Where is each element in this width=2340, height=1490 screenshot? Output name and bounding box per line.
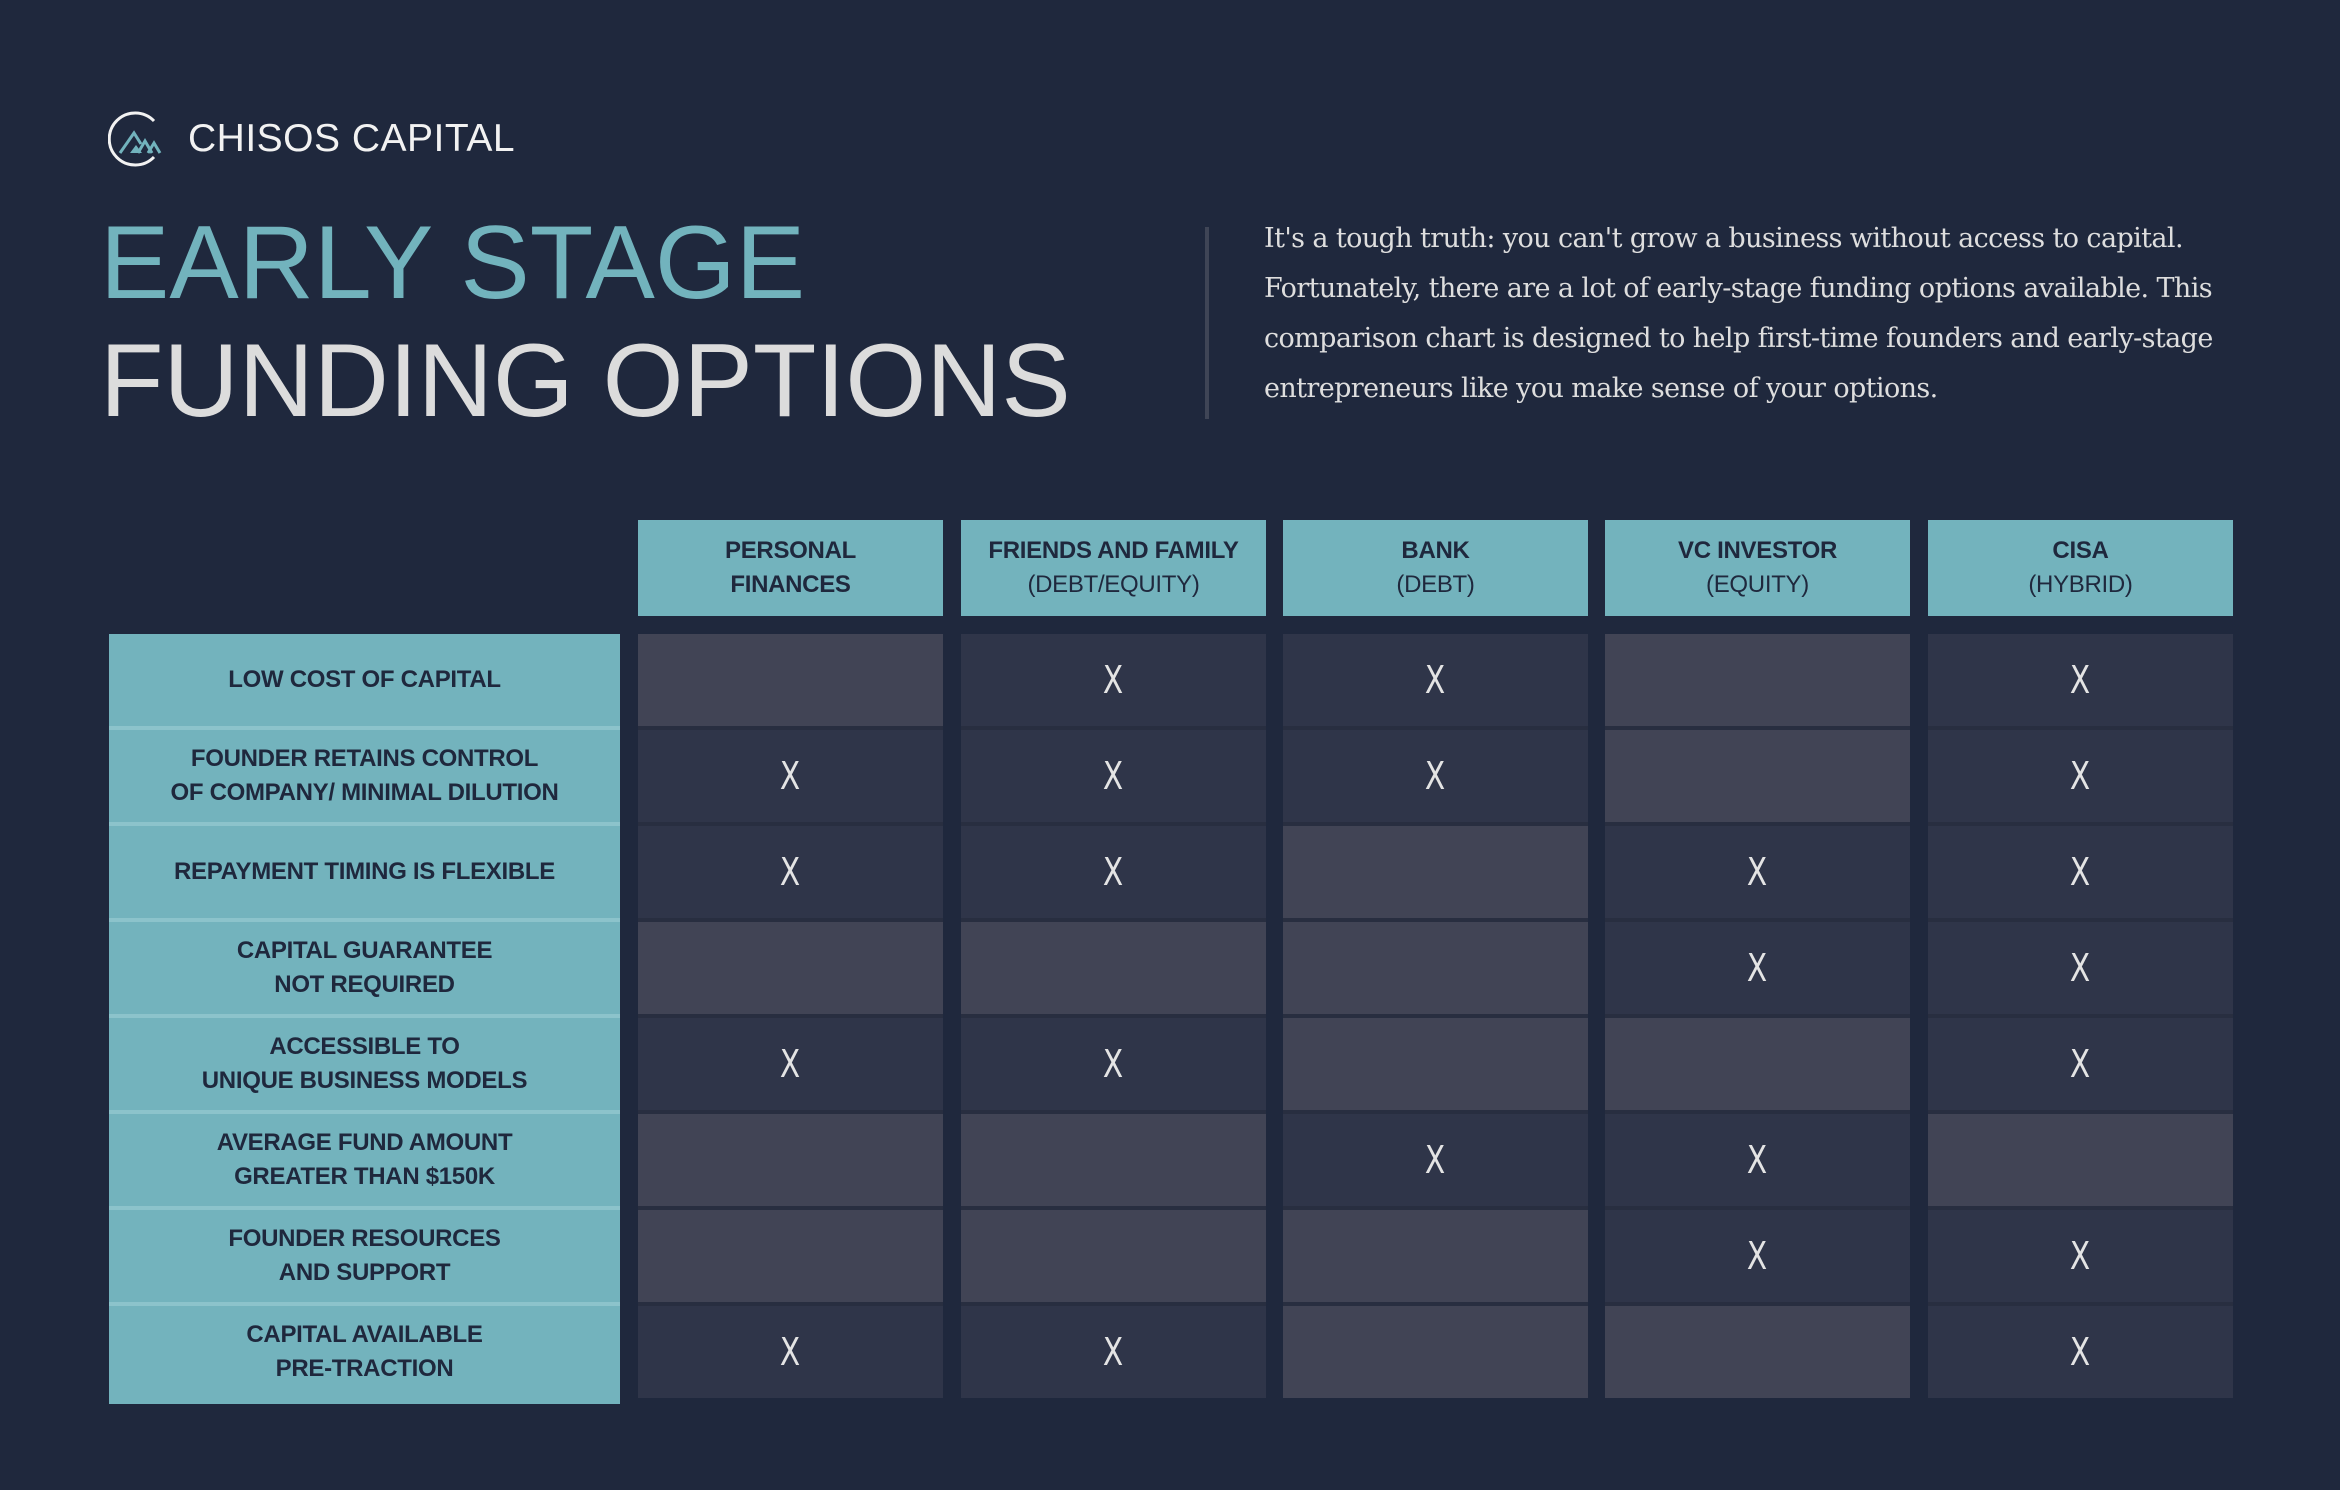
table-cell-empty [1283, 1018, 1588, 1110]
x-mark-icon: X [1103, 658, 1124, 702]
criteria-label-line-2: OF COMPANY/ MINIMAL DILUTION [170, 779, 559, 806]
x-mark-icon: X [1747, 946, 1768, 990]
criteria-label [109, 1210, 620, 1302]
table-cell-checked [1605, 922, 1910, 1014]
x-mark-icon: X [780, 754, 801, 798]
table-cell-empty [1928, 1114, 2233, 1206]
brand-logo [108, 108, 515, 170]
x-mark-icon: X [1747, 1234, 1768, 1278]
x-mark-icon: X [2070, 850, 2091, 894]
criteria-label-line-1: LOW COST OF CAPITAL [228, 666, 501, 693]
x-mark-icon: X [1425, 1138, 1446, 1182]
table-cell-checked [638, 1018, 943, 1110]
x-mark-icon: X [2070, 754, 2091, 798]
mountain-circle-logo-icon [108, 108, 168, 170]
table-cell-checked [961, 730, 1266, 822]
column-header-subtitle: (HYBRID) [2028, 571, 2133, 598]
x-mark-icon: X [1103, 850, 1124, 894]
column-header-title: PERSONAL [725, 537, 856, 564]
table-cell-checked [1928, 730, 2233, 822]
table-cell-checked [638, 1306, 943, 1398]
table-cell-empty [1605, 1306, 1910, 1398]
criteria-label-line-2: NOT REQUIRED [274, 971, 455, 998]
x-mark-icon: X [1103, 1330, 1124, 1374]
x-mark-icon: X [2070, 946, 2091, 990]
table-cell-empty [1283, 826, 1588, 918]
table-cell-checked [1928, 1210, 2233, 1302]
x-mark-icon: X [2070, 1234, 2091, 1278]
table-cell-checked [638, 826, 943, 918]
title-line-1: EARLY STAGE [100, 205, 806, 321]
table-cell-empty [638, 634, 943, 726]
criteria-label-line-2: PRE-TRACTION [275, 1355, 454, 1382]
table-cell-checked [1928, 1018, 2233, 1110]
x-mark-icon: X [1747, 1138, 1768, 1182]
criteria-label-line-1: CAPITAL AVAILABLE [246, 1321, 483, 1348]
table-cell-empty [1283, 1210, 1588, 1302]
table-cell-checked [1928, 1306, 2233, 1398]
criteria-label-line-2: AND SUPPORT [278, 1259, 451, 1286]
column-header-subtitle: FINANCES [730, 571, 851, 598]
table-cell-empty [961, 922, 1266, 1014]
column-header-title: BANK [1401, 537, 1470, 564]
table-cell-checked [961, 1306, 1266, 1398]
column-header [961, 520, 1266, 616]
criteria-label [109, 922, 620, 1014]
column-header-subtitle: (DEBT) [1396, 571, 1475, 598]
table-cell-empty [638, 1210, 943, 1302]
criteria-label [109, 1114, 620, 1206]
criteria-label-line-1: FOUNDER RESOURCES [228, 1225, 501, 1252]
x-mark-icon: X [1425, 658, 1446, 702]
column-header [638, 520, 943, 616]
x-mark-icon: X [1103, 754, 1124, 798]
criteria-label-line-1: CAPITAL GUARANTEE [236, 937, 493, 964]
table-cell-checked [1283, 634, 1588, 726]
criteria-label [109, 1018, 620, 1110]
table-cell-empty [1283, 1306, 1588, 1398]
criteria-label [109, 730, 620, 822]
column-header [1928, 520, 2233, 616]
criteria-label [109, 634, 620, 726]
criteria-label [109, 1306, 620, 1398]
x-mark-icon: X [780, 1330, 801, 1374]
page-title [100, 204, 1071, 440]
table-cell-empty [638, 922, 943, 1014]
criteria-label-line-1: AVERAGE FUND AMOUNT [216, 1129, 513, 1156]
criteria-label [109, 826, 620, 918]
table-cell-checked [638, 730, 943, 822]
table-cell-checked [1605, 1210, 1910, 1302]
brand-name: CHISOS CAPITAL [188, 117, 516, 160]
column-header [1283, 520, 1588, 616]
criteria-label-line-1: ACCESSIBLE TO [269, 1033, 460, 1060]
criteria-column [109, 634, 620, 1404]
x-mark-icon: X [2070, 1330, 2091, 1374]
table-cell-checked [961, 1018, 1266, 1110]
criteria-label-line-2: GREATER THAN $150K [234, 1163, 495, 1190]
title-line-2: FUNDING OPTIONS [100, 323, 1071, 439]
column-header-subtitle: (EQUITY) [1706, 571, 1809, 598]
table-cell-empty [961, 1114, 1266, 1206]
criteria-label-line-1: REPAYMENT TIMING IS FLEXIBLE [174, 858, 555, 885]
x-mark-icon: X [1425, 754, 1446, 798]
table-cell-empty [1605, 634, 1910, 726]
column-header-title: FRIENDS AND FAMILY [988, 537, 1239, 564]
criteria-label-line-2: UNIQUE BUSINESS MODELS [201, 1067, 528, 1094]
x-mark-icon: X [2070, 658, 2091, 702]
table-cell-checked [1283, 1114, 1588, 1206]
column-header-subtitle: (DEBT/EQUITY) [1027, 571, 1200, 598]
x-mark-icon: X [780, 1042, 801, 1086]
table-cell-checked [1928, 922, 2233, 1014]
table-cell-empty [638, 1114, 943, 1206]
x-mark-icon: X [1747, 850, 1768, 894]
x-mark-icon: X [2070, 1042, 2091, 1086]
column-header-title: VC INVESTOR [1678, 537, 1837, 564]
x-mark-icon: X [1103, 1042, 1124, 1086]
table-cell-checked [961, 826, 1266, 918]
table-cell-checked [1605, 826, 1910, 918]
criteria-label-line-1: FOUNDER RETAINS CONTROL [190, 745, 539, 772]
intro-paragraph: It's a tough truth: you can't grow a business without access to capital. Fortunately, there are a lot of early-stage funding options available. This comparison chart is designed to help first-time founders and early-stage entrepreneurs like you make sense of your options. [1264, 223, 2213, 404]
column-header-title: CISA [2052, 537, 2109, 564]
x-mark-icon: X [780, 850, 801, 894]
column-header [1605, 520, 1910, 616]
table-cell-checked [1605, 1114, 1910, 1206]
table-cell-checked [961, 634, 1266, 726]
vertical-divider [1205, 227, 1209, 419]
table-cell-empty [1605, 1018, 1910, 1110]
table-cell-checked [1928, 634, 2233, 726]
table-cell-checked [1928, 826, 2233, 918]
table-cell-empty [1605, 730, 1910, 822]
table-cell-checked [1283, 730, 1588, 822]
table-cell-empty [961, 1210, 1266, 1302]
table-cell-empty [1283, 922, 1588, 1014]
